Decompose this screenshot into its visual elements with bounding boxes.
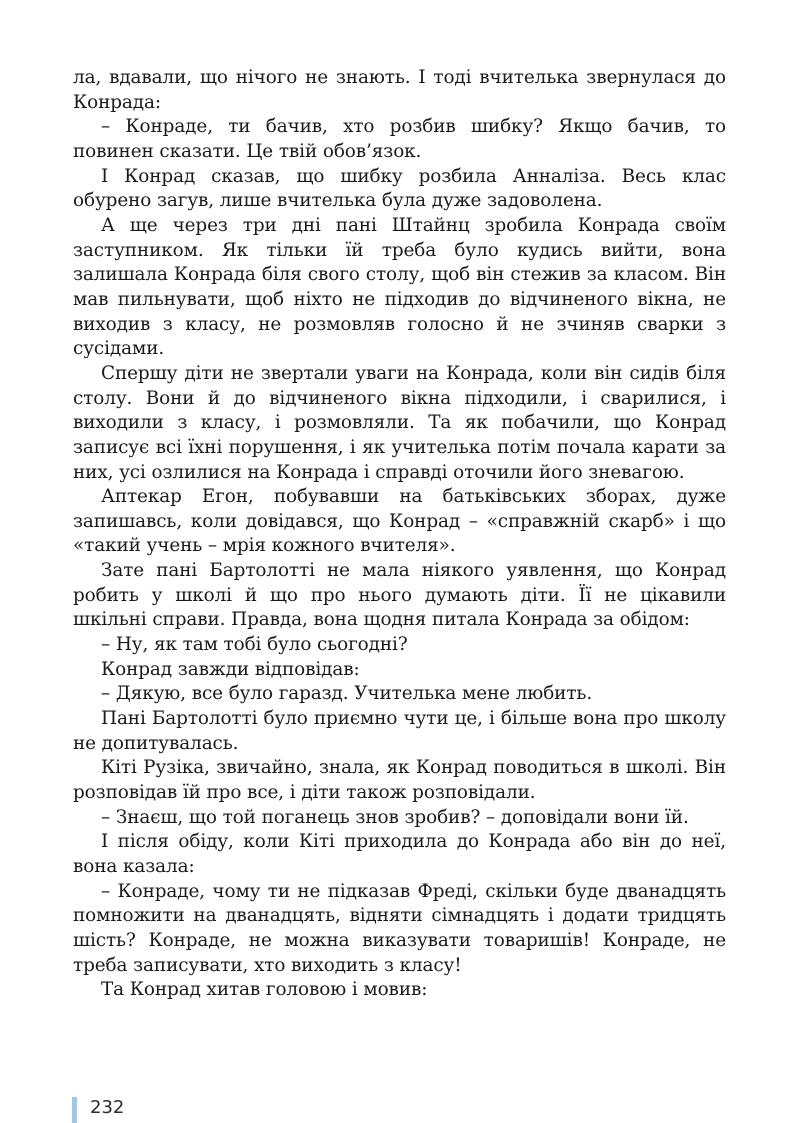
paragraph: Конрад завжди відповідав: <box>101 658 360 680</box>
paragraph: Спершу діти не звертали уваги на Конрада, коли він сидів біля столу. Вони й до відчиненого вікна підходили, і сварилися, і виходили з класу, і розмовляли. Та як побачили, що Конрад записує всі їхні порушення, і як учителька потім почала карати за них, усі озлилися на Конрада і справді оточили його зневагою. <box>73 362 726 483</box>
paragraph: Аптекар Егон, побувавши на батьківських зборах, дуже запишавсь, коли довідався, що Конрад – «справжній скарб» і що «такий учень – мрія кожного вчителя». <box>73 486 726 557</box>
paragraph: – Знаєш, що той поганець знов зробив? – доповідали вони їй. <box>101 806 689 828</box>
page-number: 232 <box>90 1097 125 1118</box>
paragraph: Пані Бартолотті було приємно чути це, і більше вона про школу не допитувалась. <box>73 708 726 754</box>
paragraph: ла, вдавали, що нічого не знають. І тоді вчителька звернулася до Конрада: <box>73 67 726 113</box>
paragraph: А ще через три дні пані Штайнц зробила Конрада своїм заступником. Як тільки їй треба було кудись вийти, вона залишала Конрада біля свого столу, щоб він стежив за класом. Він мав пильнувати, щоб ніхто не підходив до відчиненого вікна, не виходив з класу, не розмовляв голосно й не зчиняв сварки з сусідами. <box>73 214 726 360</box>
paragraph: Та Конрад хитав головою і мовив: <box>101 979 428 1001</box>
paragraph: І після обіду, коли Кіті приходила до Конрада або він до неї, вона казала: <box>73 831 726 877</box>
paragraph: – Ну, як там тобі було сьогодні? <box>101 634 408 656</box>
body-text <box>73 66 726 1003</box>
page-marker-bar <box>72 1097 77 1123</box>
paragraph: І Конрад сказав, що шибку розбила Анналіза. Весь клас обурено загув, лише вчителька була дуже задоволена. <box>73 165 726 212</box>
paragraph: – Конраде, ти бачив, хто розбив шибку? Якщо бачив, то повинен сказати. Це твій обов’язок. <box>73 116 726 162</box>
paragraph: – Дякую, все було гаразд. Учителька мене любить. <box>101 683 593 705</box>
paragraph: – Конраде, чому ти не підказав Фреді, скільки буде дванадцять помножити на дванадцять, відняти сімнадцять і додати тридцять шість? Конраде, не можна виказувати товаришів! Конраде, не треба записувати, хто виходить з класу! <box>73 880 726 976</box>
paragraph: Зате пані Бартолотті не мала ніякого уявлення, що Конрад робить у школі й що про нього думають діти. Її не цікавили шкільні справи. Правда, вона щодня питала Конрада за обідом: <box>73 560 726 631</box>
page-footer <box>72 1097 124 1123</box>
paragraph: Кіті Рузіка, звичайно, знала, як Конрад поводиться в школі. Він розповідав їй про все, і діти також розповідали. <box>73 757 726 804</box>
